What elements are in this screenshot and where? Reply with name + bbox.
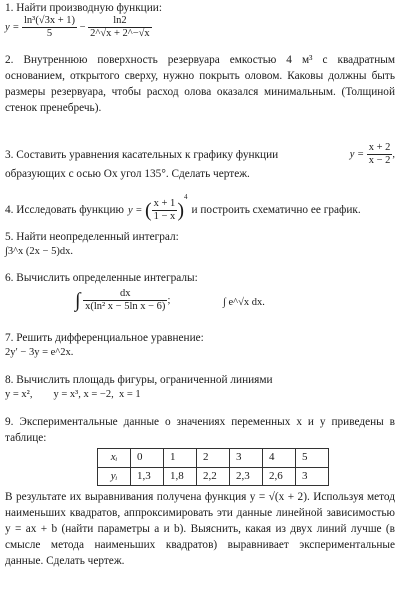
task-1-lhs: y = [5,22,20,33]
task-9-text-a: 9. Экспериментальные данные о значениях переменных x и y приведены в таблице: [5,416,395,445]
task-4-lhs: y = [127,205,143,216]
task-7-equation: 2y′ − 3y = e^2x. [5,347,74,359]
task-8-lines: y = x², y = x³, x = −2, x = 1 [5,389,141,401]
table-cell: 2 [197,449,230,468]
task-1-fraction-2 [88,15,151,40]
task-5 [5,229,395,260]
task-4-fraction [152,198,178,223]
task-9 [5,414,395,569]
table-cell: 3 [230,449,263,468]
task-1-fraction-2-num: ln2 [88,15,151,28]
task-1-fraction-1-num: ln³(√3x + 1) [22,15,77,28]
task-2-text: 2. Внутреннюю поверхность резервуара емкостью 4 м³ с квадратным основанием, открытого сверху, нужно покрыть оловом. Каковы должны быть размеры резервуара, чтобы расход олова оказался минимальным. (Толщиной стенок пренебречь). [5,54,395,115]
table-cell: 2,2 [197,467,230,486]
task-4-formula: y = ( $\frac{x + 1}{1 - x}$ )$^4$ [127,193,188,223]
table-cell: 1,8 [164,467,197,486]
task-4-power: 4 [183,193,188,201]
task-4-text-b: и построить схематично ее график. [191,204,361,217]
task-7 [5,330,395,361]
task-1-fraction-2-den: 2^√x + 2^−√x [90,28,150,40]
task-3-fraction-den: x − 2 [368,155,391,167]
task-6 [5,270,395,326]
task-1-fraction-1 [22,15,77,40]
table-cell: 2,6 [263,467,296,486]
task-3-lhs: y = [349,148,365,160]
task-1-formula [5,15,395,40]
table-header-y: yᵢ [98,467,131,486]
table-cell: 0 [131,449,164,468]
task-5-text: 5. Найти неопределенный интеграл: [5,231,179,243]
task-1 [5,0,395,40]
task-4-text-a: 4. Исследовать функцию [5,204,124,217]
table-header-x: xᵢ [98,449,131,468]
table-row-x [98,449,329,468]
task-8 [5,372,395,403]
task-7-text: 7. Решить дифференциальное уравнение: [5,332,204,344]
task-3-text-b: образующих с осью Ox угол 135°. Сделать чертеж. [5,168,250,181]
task-6-integral-1: ∫ $\frac{dx}{\text{x(ln² x − 5ln x − 6)}}$ ; [75,288,171,313]
task-9-text-b: В результате их выравнивания получена функция y = √(x + 2). Используя метод наименьших квадратов, аппроксимировать эти данные линейной зависимостью y = ax + b (найти параметры a и b). Выяснить, какая из двух линий лучше (в смысле метода наименьших квадратов) выравнивает экспериментальные данные. Сделать чертеж. [5,491,395,568]
task-3-fraction [367,142,393,167]
task-4 [5,193,395,223]
task-8-text: 8. Вычислить площадь фигуры, ограниченной линиями [5,374,273,386]
task-1-fraction-1-den: 5 [46,28,53,40]
task-6-integral-1-dot: ; [167,295,171,306]
table-cell: 2,3 [230,467,263,486]
task-4-fraction-den: 1 − x [153,211,176,223]
task-3-fraction-num: x + 2 [367,142,393,155]
task-2 [5,52,395,116]
task-6-integral-1-num: dx [83,288,167,301]
task-1-text: 1. Найти производную функции: [5,2,162,14]
task-3-formula: y = $\frac{x + 2}{x - 2}$ , [349,142,395,167]
task-6-integral-2: ∫ e^√x dx. [223,297,265,309]
task-6-integral-1-fraction [83,288,167,313]
table-cell: 4 [263,449,296,468]
data-table [97,448,329,486]
table-cell: 5 [296,449,329,468]
table-row-y [98,467,329,486]
table-cell: 1,3 [131,467,164,486]
table-cell: 1 [164,449,197,468]
task-4-fraction-num: x + 1 [152,198,178,211]
task-6-integral-1-den: x(ln² x − 5ln x − 6) [85,301,166,313]
task-3 [5,142,395,182]
task-5-integral: ∫3^x (2x − 5)dx. [5,246,73,258]
table-cell: 3 [296,467,329,486]
task-3-text-a: 3. Составить уравнения касательных к графику функции [5,148,279,161]
task-6-text: 6. Вычислить определенные интегралы: [5,272,198,284]
task-1-minus: − [79,22,86,33]
